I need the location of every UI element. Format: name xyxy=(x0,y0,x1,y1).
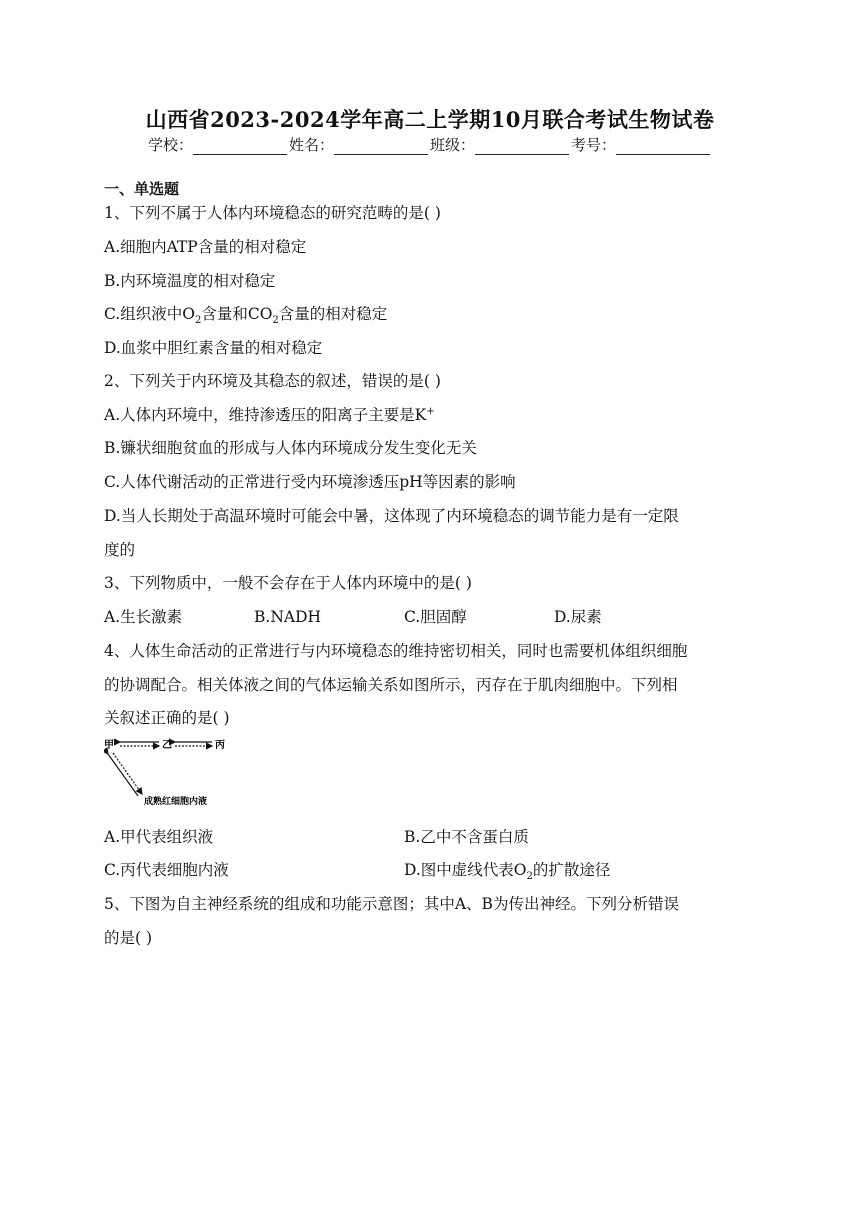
student-info-line xyxy=(0,134,860,155)
name-label: 姓名： xyxy=(288,136,334,154)
arrow-jia-rbc-dashed xyxy=(113,753,142,794)
q4-option-b: B.乙中不含蛋白质 xyxy=(404,828,529,846)
q1-option-d: D.血浆中胆红素含量的相对稳定 xyxy=(104,339,323,357)
q2-stem: 2、下列关于内环境及其稳态的叙述，错误的是( ) xyxy=(104,372,441,390)
q3-options xyxy=(104,605,602,627)
school-blank[interactable] xyxy=(193,140,287,155)
q3-option-a: A.生长激素 xyxy=(104,608,183,626)
number-label: 考号： xyxy=(571,136,617,154)
q1-stem: 1、下列不属于人体内环境稳态的研究范畴的是( ) xyxy=(104,204,441,222)
q4-option-d: D.图中虚线代表$O_2$的扩散途径 xyxy=(404,861,611,883)
section-heading: 一、单选题 xyxy=(104,180,180,198)
q5-stem-line2: 的是( ) xyxy=(104,929,153,947)
q3-option-d: D.尿素 xyxy=(554,608,602,626)
number-blank[interactable] xyxy=(616,140,710,155)
q3-stem: 3、下列物质中，一般不会存在于人体内环境中的是( ) xyxy=(104,574,472,592)
class-label: 班级： xyxy=(430,136,476,154)
q1-option-c: C.组织液中$O_2$含量和$CO_2$含量的相对稳定 xyxy=(104,305,388,327)
q5-stem-line1: 5、下图为自主神经系统的组成和功能示意图；其中A、B为传出神经。下列分析错误 xyxy=(104,895,679,913)
q4-option-a: A.甲代表组织液 xyxy=(104,828,214,846)
q4-stem-line1: 4、人体生命活动的正常进行与内环境稳态的维持密切相关，同时也需要机体组织细胞 xyxy=(104,642,688,660)
q4-options-row2 xyxy=(104,858,610,882)
class-blank[interactable] xyxy=(475,140,569,155)
exam-title: 山西省2023-2024学年高二上学期10月联合考试生物试卷 xyxy=(145,107,715,132)
body-fluid-diagram xyxy=(104,738,244,810)
q3-option-b: B.NADH xyxy=(254,608,322,626)
q2-option-b: B.镰状细胞贫血的形成与人体内环境成分发生变化无关 xyxy=(104,439,477,457)
q3-option-c: C.胆固醇 xyxy=(404,608,467,626)
fig-label-rbc: 成熟红细胞内液 xyxy=(144,797,208,807)
q2-option-c: C.人体代谢活动的正常进行受内环境渗透压pH等因素的影响 xyxy=(104,473,516,491)
q2-option-d-line1: D.当人长期处于高温环境时可能会中暑，这体现了内环境稳态的调节能力是有一定限 xyxy=(104,507,679,525)
q4-stem-line2: 的协调配合。相关体液之间的气体运输关系如图所示，丙存在于肌肉细胞中。下列相 xyxy=(104,676,678,694)
fig-label-bing: 丙 xyxy=(215,740,225,751)
q2-option-d-line2: 度的 xyxy=(104,541,136,559)
fig-label-jia: 甲 xyxy=(104,740,114,751)
q2-option-a: A.人体内环境中，维持渗透压的阳离子主要是K+ xyxy=(104,405,435,424)
arrow-jia-rbc-solid xyxy=(108,754,138,796)
q4-options-row1 xyxy=(104,825,529,847)
q1-option-a: A.细胞内ATP含量的相对稳定 xyxy=(104,238,307,256)
q4-option-c: C.丙代表细胞内液 xyxy=(104,861,229,879)
q4-stem-line3: 关叙述正确的是( ) xyxy=(104,709,230,727)
name-blank[interactable] xyxy=(334,140,428,155)
school-label: 学校： xyxy=(147,136,193,154)
q1-option-b: B.内环境温度的相对稳定 xyxy=(104,272,276,290)
fig-label-yi: 乙 xyxy=(162,740,172,751)
